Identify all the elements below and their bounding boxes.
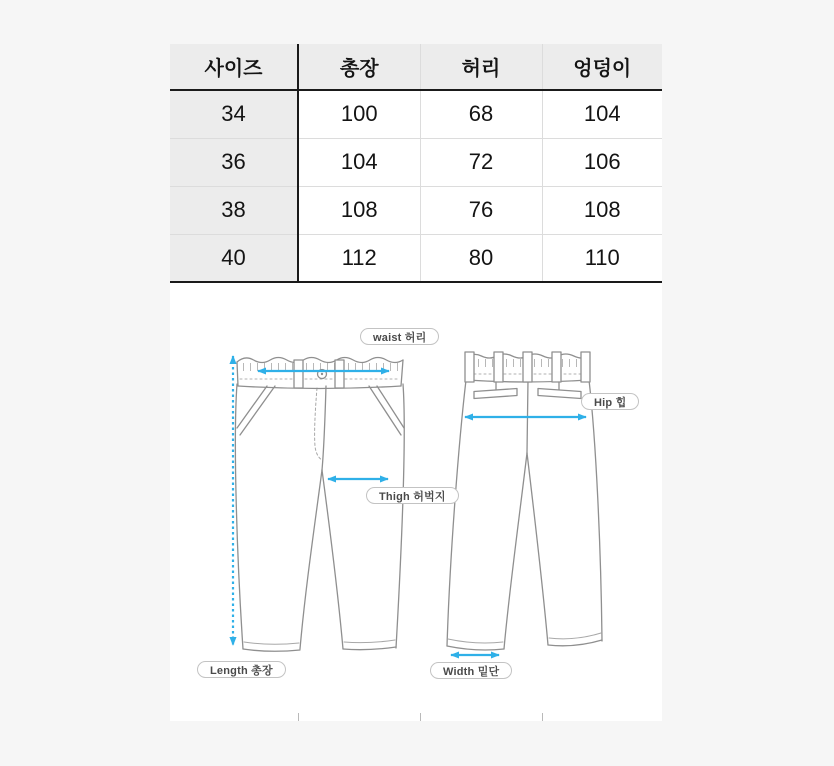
front-hem-right xyxy=(343,647,396,650)
next-table-column-tick xyxy=(420,713,421,721)
back-belt-loop xyxy=(465,352,474,382)
cell-size: 36 xyxy=(170,138,298,186)
front-belt-loop xyxy=(335,360,344,388)
table-row xyxy=(170,138,662,186)
front-pants-drawing xyxy=(235,358,404,652)
front-hem-stitch-left xyxy=(244,642,299,644)
back-hem-left xyxy=(447,646,504,650)
cell-length: 112 xyxy=(298,234,420,282)
length-label: Length 총장 xyxy=(197,661,286,678)
header-length: 총장 xyxy=(298,44,420,90)
front-fly-seam xyxy=(322,386,326,470)
front-pocket-right xyxy=(369,386,404,435)
table-row xyxy=(170,234,662,282)
next-table-column-tick xyxy=(298,713,299,721)
back-inner-seam-right xyxy=(527,453,548,645)
front-pocket-left xyxy=(237,386,275,435)
front-inner-seam-right xyxy=(322,470,343,649)
front-outer-seam-right xyxy=(396,384,404,648)
size-table xyxy=(170,44,662,283)
cell-size: 34 xyxy=(170,90,298,138)
header-waist: 허리 xyxy=(420,44,542,90)
width-label: Width 밑단 xyxy=(430,662,512,679)
header-size: 사이즈 xyxy=(170,44,298,90)
cell-hip: 110 xyxy=(542,234,662,282)
hip-label: Hip 힙 xyxy=(581,393,639,410)
cell-waist: 68 xyxy=(420,90,542,138)
cell-hip: 108 xyxy=(542,186,662,234)
back-hem-stitch-left xyxy=(448,639,503,643)
cell-length: 108 xyxy=(298,186,420,234)
back-pocket-right xyxy=(538,389,581,399)
cell-waist: 80 xyxy=(420,234,542,282)
content-panel xyxy=(170,44,662,721)
cell-length: 100 xyxy=(298,90,420,138)
back-outer-seam-right xyxy=(589,380,602,641)
waist-label: waist 허리 xyxy=(360,328,439,345)
back-belt-loop xyxy=(523,352,532,382)
cell-hip: 104 xyxy=(542,90,662,138)
back-hem-right xyxy=(548,640,602,646)
cell-waist: 76 xyxy=(420,186,542,234)
back-outer-seam-left xyxy=(447,380,466,646)
back-inner-seam-left xyxy=(504,453,527,649)
front-fly-stitch xyxy=(315,388,322,460)
header-hip: 엉덩이 xyxy=(542,44,662,90)
cell-hip: 106 xyxy=(542,138,662,186)
table-row xyxy=(170,186,662,234)
front-inner-seam-left xyxy=(300,470,322,649)
front-hem-left xyxy=(243,649,300,651)
next-table-column-tick xyxy=(542,713,543,721)
back-hem-stitch-right xyxy=(549,633,601,639)
front-hem-stitch-right xyxy=(344,640,395,643)
back-belt-loop xyxy=(494,352,503,382)
back-belt-loop xyxy=(581,352,590,382)
cell-waist: 72 xyxy=(420,138,542,186)
thigh-label: Thigh 허벅지 xyxy=(366,487,459,504)
front-belt-loop xyxy=(294,360,303,388)
front-button-hole xyxy=(321,373,323,375)
back-pants-drawing xyxy=(447,352,602,650)
front-outer-seam-left xyxy=(235,384,243,649)
table-row xyxy=(170,90,662,138)
cell-size: 38 xyxy=(170,186,298,234)
cell-length: 104 xyxy=(298,138,420,186)
back-pocket-left xyxy=(474,389,517,399)
cell-size: 40 xyxy=(170,234,298,282)
table-header-row xyxy=(170,44,662,90)
back-belt-loop xyxy=(552,352,561,382)
